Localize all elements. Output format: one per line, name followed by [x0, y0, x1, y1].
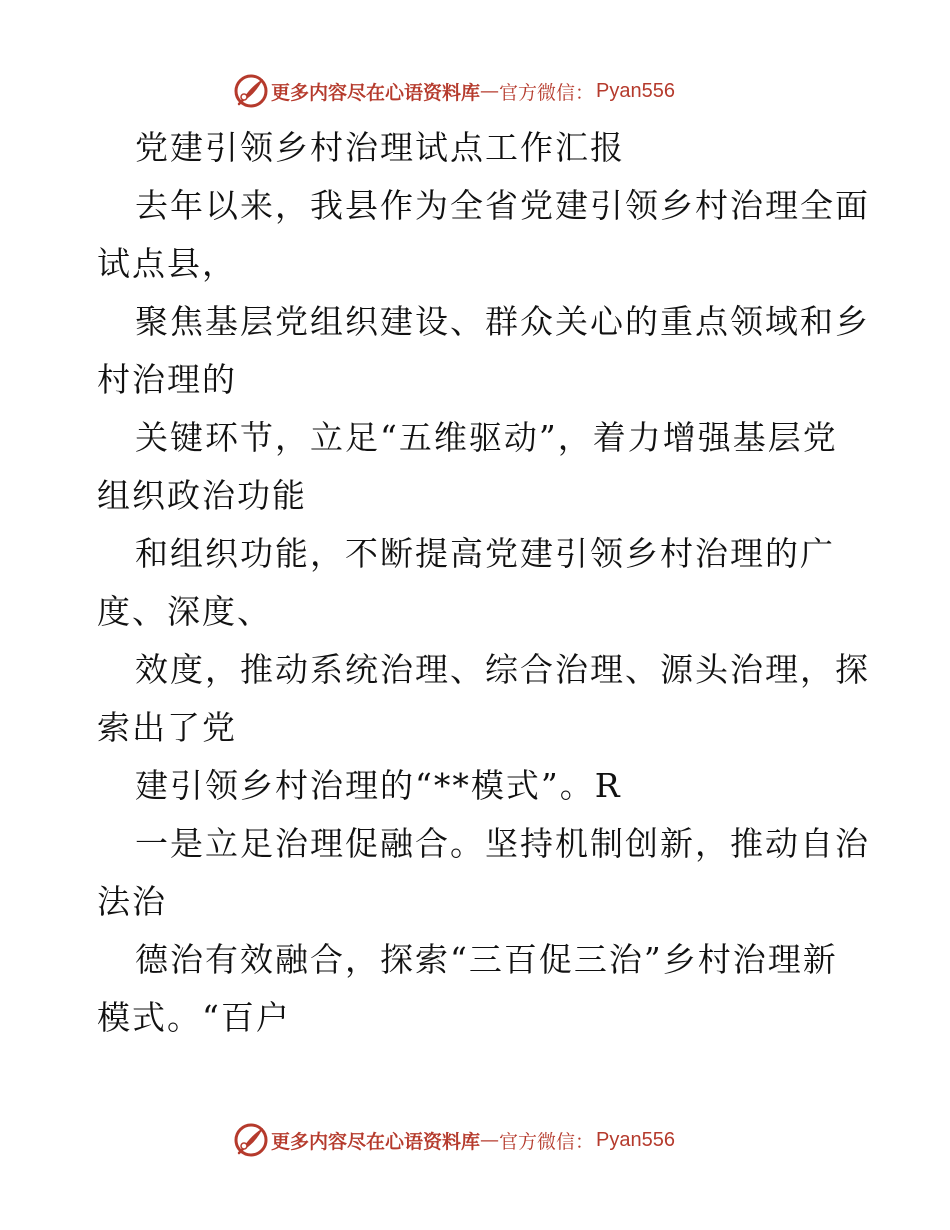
watermark-wechat-label: 官方微信：: [499, 81, 595, 104]
paragraph-line: 度、深度、: [97, 592, 272, 631]
watermark-wechat-label: 官方微信：: [499, 1130, 595, 1153]
document-body: [97, 119, 870, 1047]
header-watermark: [233, 72, 675, 110]
watermark-dash: —: [480, 1129, 500, 1151]
paragraph-line: 索出了党: [97, 708, 237, 747]
paragraph-line: 模式。“百户: [97, 998, 291, 1037]
paragraph-line: 德治有效融合，探索“三百促三治”乡村治理新: [135, 940, 838, 979]
paragraph-line: 效度，推动系统治理、综合治理、源头治理，探: [135, 650, 870, 689]
quill-logo-icon: [233, 1122, 269, 1158]
watermark-wechat-id: Pyan556: [596, 1128, 675, 1151]
paragraph-line: 村治理的: [97, 360, 237, 399]
document-title: 党建引领乡村治理试点工作汇报: [135, 128, 625, 167]
paragraph-line: 关键环节，立足“五维驱动”，着力增强基层党: [135, 418, 838, 457]
paragraph-line: 去年以来，我县作为全省党建引领乡村治理全面: [135, 186, 870, 225]
paragraph-line: 一是立足治理促融合。坚持机制创新，推动自治: [135, 824, 870, 863]
watermark-dash: —: [480, 80, 500, 102]
watermark-site-name: 更多内容尽在心语资料库: [271, 81, 481, 104]
footer-watermark: [233, 1121, 675, 1159]
paragraph-line: 法治: [97, 882, 167, 921]
paragraph-line: 组织政治功能: [97, 476, 307, 515]
watermark-site-name: 更多内容尽在心语资料库: [271, 1130, 481, 1153]
paragraph-line: 试点县，: [97, 244, 237, 283]
paragraph-line: 建引领乡村治理的“**模式”。R: [135, 766, 622, 805]
paragraph-line: 和组织功能，不断提高党建引领乡村治理的广: [135, 534, 835, 573]
paragraph-line: 聚焦基层党组织建设、群众关心的重点领域和乡: [135, 302, 870, 341]
quill-logo-icon: [233, 73, 269, 109]
watermark-wechat-id: Pyan556: [596, 79, 675, 102]
